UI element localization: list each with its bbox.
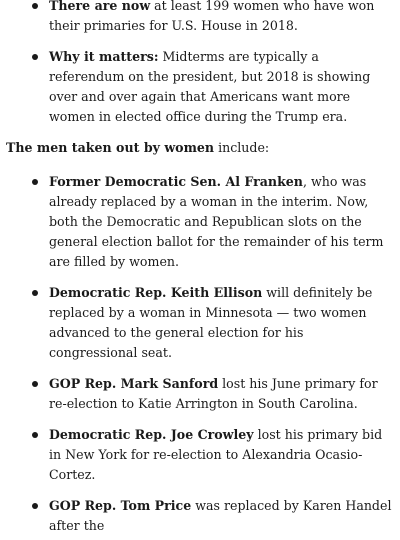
list-item bbox=[32, 496, 392, 536]
list-item-text: will definitely be replaced by a woman in Minnesota — two women advanced to the general election for his congressional seat. bbox=[49, 285, 373, 360]
bullet-icon bbox=[32, 381, 38, 387]
list-item-lead: Democratic Rep. Joe Crowley bbox=[49, 427, 254, 442]
list-item-lead: GOP Rep. Mark Sanford bbox=[49, 376, 219, 391]
list-item-lead: GOP Rep. Tom Price bbox=[49, 498, 192, 513]
list-item bbox=[32, 374, 392, 414]
list-item-text: at least 199 women who have won their primaries for U.S. House in 2018. bbox=[49, 0, 375, 33]
section-intro bbox=[6, 138, 392, 158]
bullet-icon bbox=[32, 3, 38, 9]
list-item-text: lost his June primary for re-election to Katie Arrington in South Carolina. bbox=[49, 376, 378, 411]
bullet-icon bbox=[32, 503, 38, 509]
list-item-text: Midterms are typically a referendum on the president, but 2018 is showing over and over again that Americans want more women in elected office during the Trump era. bbox=[49, 49, 371, 124]
bullet-icon bbox=[32, 432, 38, 438]
list-item-lead: There are now bbox=[49, 0, 151, 13]
list-item-text: was replaced by Karen Handel after the bbox=[49, 498, 392, 533]
list-item bbox=[32, 425, 392, 485]
list-item-lead: Democratic Rep. Keith Ellison bbox=[49, 285, 263, 300]
bullet-icon bbox=[32, 54, 38, 60]
section-intro-lead: The men taken out by women bbox=[6, 140, 215, 155]
section-intro-text: include: bbox=[214, 140, 270, 155]
list-item bbox=[32, 0, 392, 36]
list-item-lead: Why it matters: bbox=[49, 49, 159, 64]
list-item bbox=[32, 283, 392, 363]
men-bullet-list bbox=[6, 172, 392, 536]
list-item-text: , who was already replaced by a woman in the interim. Now, both the Democratic and Republican slots on the general election ballot for the remainder of his term are filled by women. bbox=[49, 174, 384, 269]
list-item-lead: Former Democratic Sen. Al Franken bbox=[49, 174, 303, 189]
bullet-icon bbox=[32, 290, 38, 296]
list-item bbox=[32, 47, 392, 127]
summary-bullet-list bbox=[6, 0, 392, 127]
list-item bbox=[32, 172, 392, 272]
bullet-icon bbox=[32, 179, 38, 185]
list-item-text: lost his primary bid in New York for re-election to Alexandria Ocasio-Cortez. bbox=[49, 427, 383, 482]
